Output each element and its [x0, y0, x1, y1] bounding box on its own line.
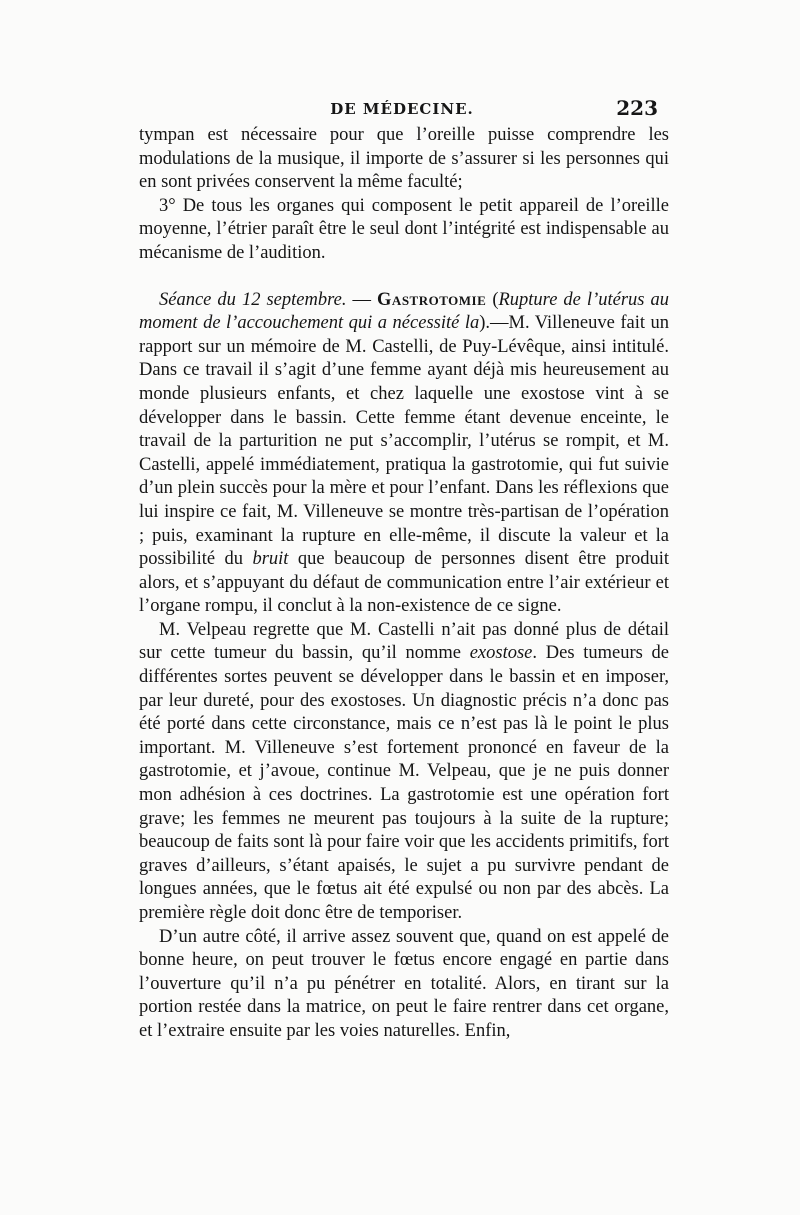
term-bruit: bruit	[252, 549, 289, 570]
paragraph-point-3: 3° De tous les organes qui composent le petit appareil de l’oreille moyenne, l’étrier paraît être le seul dont l’intégrité est indispensable au mécanisme de l’audition.	[139, 195, 669, 263]
seance-dash: —	[346, 289, 378, 310]
seance-subtitle: Rupture de l’utérus au moment de l’accouchement qui a nécessité la	[139, 289, 670, 334]
paragraph-autre-cote: D’un autre côté, il arrive assez souvent que, quand on est appelé de bonne heure, on peut trouver le fœtus encore engagé en partie dans l’ouverture qu’il n’a pu pénétrer en totalité. Alors, en tirant sur la portion restée dans la matrice, on peut le faire rentrer dans cet organe, et l’extraire ensuite par les voies naturelles. Enfin,	[139, 926, 669, 1041]
page-body	[139, 124, 669, 1044]
section-gap	[139, 266, 669, 289]
seance-paren-close: ).	[479, 313, 491, 334]
running-head: DE MÉDECINE.	[330, 100, 474, 118]
seance-date: Séance du 12 septembre.	[159, 289, 347, 310]
seance-paren-open: (	[486, 289, 499, 310]
seance-body-b: que beaucoup de personnes disent être produit alors, et s’appuyant du défaut de communication entre l’air extérieur et l’organe rompu, il conclut à la non-existence de ce signe.	[139, 549, 669, 617]
term-exostose: exostose	[469, 643, 533, 664]
paragraph-seance	[139, 289, 669, 619]
seance-title: Gastrotomie	[377, 289, 487, 310]
page-number: 223	[616, 96, 658, 120]
seance-body-a: —M. Villeneuve fait un rapport sur un mémoire de M. Castelli, de Puy-Lévêque, ainsi intitulé. Dans ce travail il s’agit d’une femme ayant déjà mis heureusement au monde plusieurs enfants, et chez laquelle une exostose vint à se développer dans le bassin. Cette femme étant devenue enceinte, le travail de la parturition ne put s’accomplir, l’utérus se rompit, et M. Castelli, appelé immédiatement, pratiqua la gastrotomie, qui fut suivie d’un plein succès pour la mère et pour l’enfant. Dans les réflexions que lui inspire ce fait, M. Villeneuve se montre très-partisan de l’opération ; puis, examinant la rupture en elle-même, il discute la valeur et la possibilité du	[139, 313, 669, 570]
paragraph-continuation: tympan est nécessaire pour que l’oreille puisse comprendre les modulations de la musique, il importe de s’assurer si les personnes qui en sont privées conservent la même faculté;	[139, 125, 669, 193]
velpeau-text-b: . Des tumeurs de différentes sortes peuvent se développer dans le bassin et en imposer, par leur dureté, pour des exostoses. Un diagnostic précis n’a donc pas été porté dans cette circonstance, mais ce n’est pas là le point le plus important. M. Villeneuve s’est fortement prononcé en faveur de la gastrotomie, et j’avoue, continue M. Velpeau, que je ne puis donner mon adhésion à ces doctrines. La gastrotomie est une opération fort grave; les femmes ne meurent pas toujours à la suite de la rupture; beaucoup de faits sont là pour faire voir que les accidents primitifs, fort graves d’ailleurs, s’étant apaisés, le sujet a pu survivre pendant de longues années, que le fœtus ait été expulsé ou non par des abcès. La première règle doit donc être de temporiser.	[139, 643, 669, 923]
velpeau-text-a: M. Velpeau regrette que M. Castelli n’ait pas donné plus de détail sur cette tumeur du bassin, qu’il nomme	[139, 619, 669, 664]
page-header	[140, 96, 664, 126]
paragraph-velpeau	[139, 619, 669, 926]
